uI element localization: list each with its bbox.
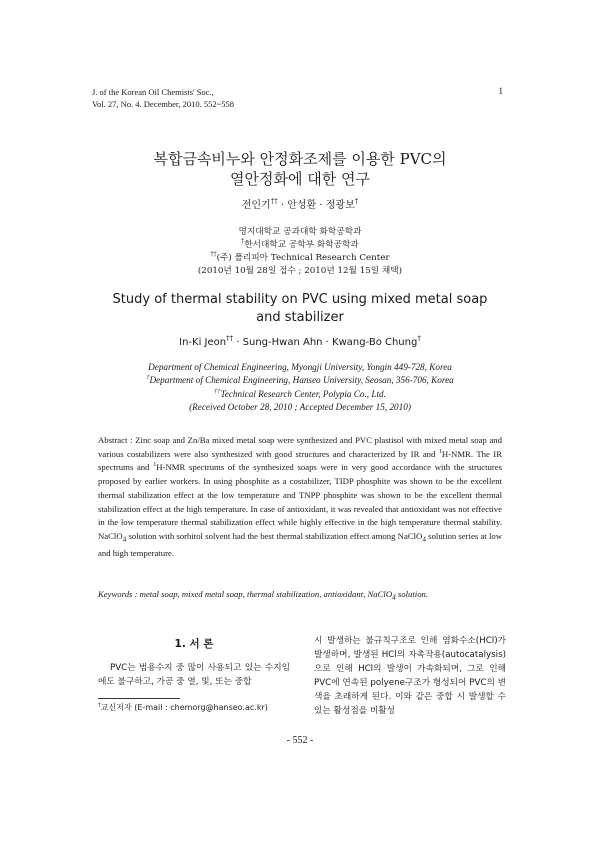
english-affiliation-3-mark: †† (214, 387, 221, 395)
korean-author-1: 전인기 (241, 200, 271, 211)
keywords-text-b: solution. (395, 589, 429, 599)
english-authors (0, 334, 600, 348)
korean-title-line-2: 열안정화에 대한 연구 (230, 170, 370, 188)
korean-received-dates: (2010년 10월 28일 접수 ; 2010년 12월 15일 채택) (197, 266, 403, 276)
keywords-label: Keywords (98, 589, 133, 599)
keywords-text-a: : metal soap, mixed metal soap, thermal stabilization, antioxidant, NaClO (132, 589, 393, 599)
english-author-1: In-Ki Jeon (179, 337, 227, 348)
keywords (98, 589, 508, 602)
abstract-label: Abstract (98, 435, 128, 445)
english-affiliation-2-mark: † (146, 374, 150, 382)
korean-author-1-mark: †† (270, 197, 278, 206)
korean-affiliations (0, 226, 600, 278)
english-affiliations (0, 361, 600, 415)
english-received-dates: (Received October 28, 2010 ; Accepted December 15, 2010) (189, 402, 411, 413)
korean-authors-rest: · 안성환 · 정광보 (277, 200, 355, 211)
english-author-3-mark: † (417, 334, 421, 343)
abstract-nmr-sup-2: 1 (153, 462, 157, 469)
english-affiliation-1: Department of Chemical Engineering, Myongji University, Yongin 449-728, Korea (148, 362, 452, 372)
header-page-number: 1 (498, 86, 503, 96)
journal-line-2: Vol. 27, No. 4. December, 2010. 552~558 (92, 99, 234, 109)
korean-affiliation-1: 명지대학교 공과대학 화학공학과 (238, 227, 362, 237)
abstract-sub-1: 4 (122, 535, 127, 544)
abstract-text-c: H-NMR spectrums of the synthesized soaps were in very good accordance with the structures proposed by earlier workers. In using phosphite as a costabilizer, TIDP phosphite was shown to be the excellent thermal stabilization effect at the low temperature and TNPP phosphite was shown to be the excellent thermal stabilization effect at the high temperature. In case of antioxidant, it was revealed that antioxidant was not effective in the low temperature thermal stabilization effect while highly effective in the high temperature thermal stability. NaClO (98, 462, 502, 541)
korean-affiliation-3: ††(주) 폴리피아 Technical Research Center (210, 251, 390, 263)
korean-title-line-1: 복합금속비누와 안정화조제를 이용한 PVC의 (153, 150, 447, 168)
korean-title (0, 149, 600, 189)
journal-citation (92, 86, 234, 110)
left-column (98, 634, 290, 689)
english-title-line-2: and stabilizer (256, 310, 344, 325)
korean-author-3-mark: † (354, 197, 359, 206)
right-column (314, 634, 506, 718)
keywords-sub: 4 (392, 593, 396, 602)
footnote-text: 교신저자 (E-mail : chemorg@hanseo.ac.kr) (100, 703, 268, 712)
footer-page-number: - 552 - (286, 735, 314, 746)
english-authors-rest: · Sung-Hwan Ahn · Kwang-Bo Chung (236, 337, 418, 348)
abstract-separator: : (127, 435, 136, 445)
english-affiliation-2: †Department of Chemical Engineering, Hanseo University, Seosan, 356-706, Korea (146, 374, 454, 386)
abstract-text-a: Zinc soap and Zn/Ba mixed metal soap were synthesized and PVC plastisol with mixed metal soap and various costabilizers were also synthesized with good structures and characterized by IR and (98, 435, 502, 459)
intro-paragraph-left: PVC는 범용수지 중 많이 사용되고 있는 수지임에도 불구하고, 가공 중 열, 빛, 또는 중합 (98, 663, 290, 687)
intro-paragraph-right: 시 발생하는 불규칙구조로 인해 염화수소(HCl)가 발생하며, 발생된 HCl의 자촉작용(autocatalysis)으로 인해 HCl의 발생이 가속화되며, 그로 인해 PVC에 연속된 polyene구조가 형성되어 PVC의 변색을 초래하게 된다. 이와 같은 중합 시 발생할 수 있는 활성점을 비활성 (314, 636, 506, 716)
footnote-divider (98, 698, 180, 699)
korean-authors (0, 196, 600, 211)
korean-affiliation-2-mark: † (241, 238, 245, 246)
abstract-text-e: solution series at low and high temperature. (98, 530, 502, 559)
english-title-line-1: Study of thermal stability on PVC using mixed metal soap (112, 292, 488, 307)
abstract-nmr-sup-1: 1 (438, 448, 442, 455)
abstract-text-d: solution with sorbitol solvent had the best thermal stabilization effect among NaClO (126, 530, 423, 541)
english-author-1-mark: †† (226, 334, 234, 343)
korean-affiliation-3-mark: †† (210, 251, 217, 259)
journal-line-1: J. of the Korean Oil Chemists' Soc., (92, 87, 214, 97)
abstract (98, 434, 502, 561)
corresponding-author-footnote (98, 702, 268, 713)
footnote-mark: † (98, 702, 101, 709)
abstract-sub-2: 4 (422, 535, 426, 544)
abstract-text-b: H-NMR. The IR spectrums and (98, 448, 502, 473)
english-title (0, 291, 600, 327)
korean-affiliation-2: †한서대학교 공학부 화학공학과 (241, 238, 359, 250)
english-affiliation-3: ††Technical Research Center, Polypia Co., Ltd. (214, 387, 386, 399)
section-1-heading: 1. 서 론 (174, 638, 214, 650)
